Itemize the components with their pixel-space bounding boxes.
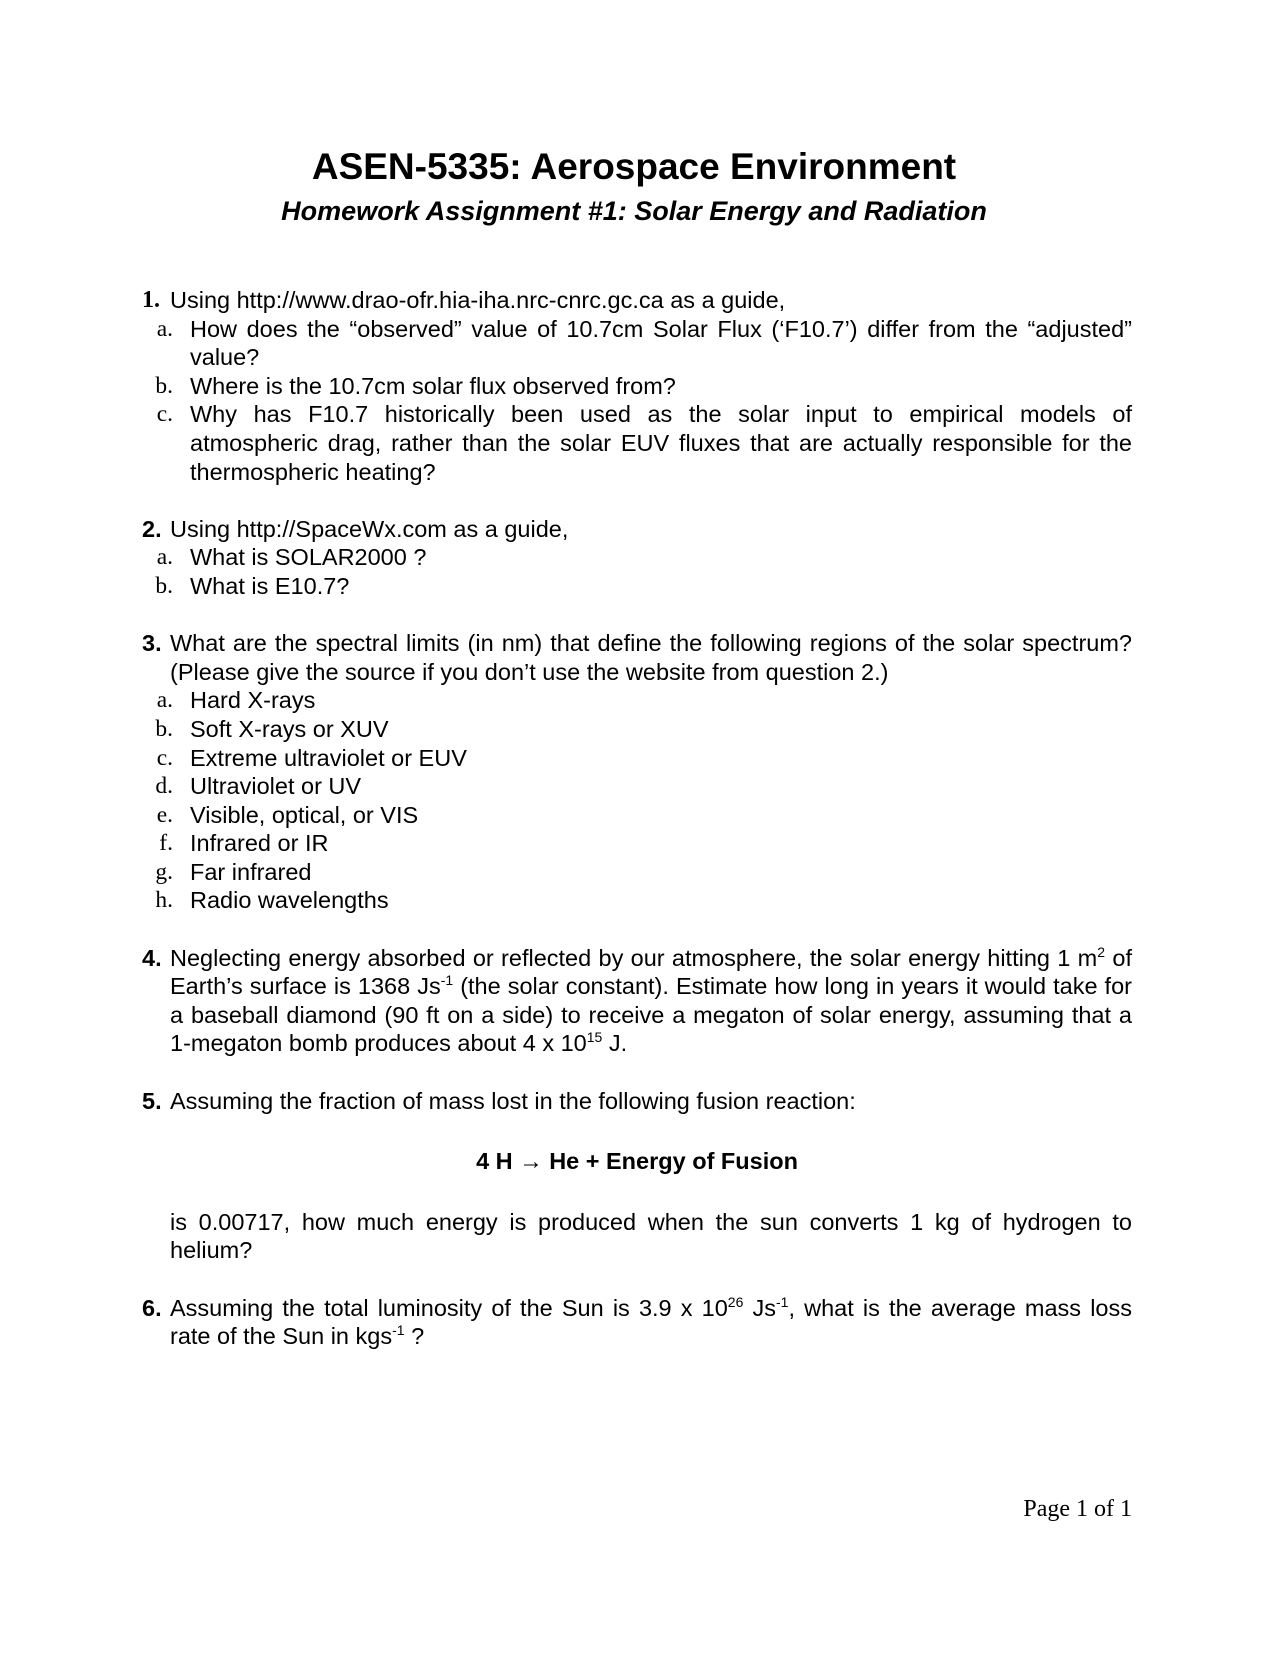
item-text: Extreme ultraviolet or EUV (190, 744, 467, 771)
item-letter: b. (155, 715, 173, 742)
fusion-equation: 4 H → He + Energy of Fusion (476, 1148, 798, 1175)
question-text (170, 1294, 1132, 1351)
list-item (142, 715, 1132, 744)
list-item (142, 315, 1132, 372)
question-number: 1. (142, 287, 160, 313)
item-text: What is E10.7? (190, 572, 350, 599)
question-number: 4. (142, 944, 162, 971)
question-text: Using http://SpaceWx.com as a guide, (170, 515, 569, 542)
question-text: Using http://www.drao-ofr.hia-iha.nrc-cnrc.gc.ca as a guide, (170, 287, 786, 313)
text-segment: Neglecting energy absorbed or reflected by our atmosphere, the solar energy hitting 1 m (170, 944, 1098, 971)
superscript: -1 (440, 972, 454, 989)
item-letter: g. (155, 858, 173, 885)
item-text: What is SOLAR2000 ? (190, 544, 427, 571)
item-letter: a. (156, 544, 173, 571)
question-followup: is 0.00717, how much energy is produced when the sun converts 1 kg of hydrogen to helium? (170, 1208, 1132, 1264)
item-letter: c. (156, 401, 173, 428)
question-number: 6. (142, 1294, 162, 1321)
list-item (142, 858, 1132, 887)
item-letter: h. (155, 887, 173, 914)
item-text: Radio wavelengths (190, 887, 389, 914)
list-item (142, 372, 1132, 401)
item-letter: a. (156, 687, 173, 714)
item-text: Why has F10.7 historically been used as the solar input to empirical models of atmospheric drag, rather than the solar EUV fluxes that are actually responsible for the thermospheric heating? (190, 401, 1132, 485)
question-text: Assuming the fraction of mass lost in the following fusion reaction: (170, 1087, 856, 1114)
text-segment: Js (743, 1294, 777, 1321)
text-segment: J. (602, 1030, 628, 1057)
superscript: 2 (1097, 943, 1106, 960)
list-item (142, 572, 1132, 601)
question-1 (142, 286, 1132, 315)
text-segment: of Earth’s surface is 1368 Js (170, 944, 1132, 1000)
item-text: How does the “observed” value of 10.7cm Solar Flux (‘F10.7’) differ from the “adjusted” value? (190, 315, 1132, 371)
item-letter: e. (156, 801, 173, 828)
question-number: 2. (142, 515, 162, 542)
question-5 (142, 1087, 1132, 1116)
item-letter: b. (155, 372, 173, 399)
item-text: Far infrared (190, 858, 312, 885)
text-segment: (the solar constant). Estimate how long in years it would take for a baseball diamond (90 ft on a side) to receive a megaton of solar energy, assuming that a 1-megaton bomb produces about 4 x 10 (170, 973, 1132, 1057)
question-text (170, 944, 1132, 1058)
page-number: Page 1 of 1 (1023, 1496, 1132, 1522)
superscript: 26 (727, 1293, 744, 1310)
item-letter: d. (155, 773, 173, 800)
list-item (142, 400, 1132, 486)
question-2 (142, 515, 1132, 544)
superscript: -1 (392, 1322, 405, 1339)
item-text: Ultraviolet or UV (190, 773, 362, 800)
superscript: 15 (586, 1029, 603, 1046)
item-letter: a. (156, 315, 173, 342)
question-text: What are the spectral limits (in nm) that define the following regions of the solar spectrum? (Please give the source if you don’t use the website from question 2.) (170, 630, 1132, 685)
item-letter: f. (159, 830, 173, 857)
list-item (142, 744, 1132, 773)
text-segment: ? (404, 1323, 425, 1350)
document-title: ASEN-5335: Aerospace Environment (311, 146, 957, 187)
item-text: Hard X-rays (190, 687, 316, 714)
list-item (142, 801, 1132, 830)
question-3 (142, 629, 1132, 686)
text-segment: Assuming the total luminosity of the Sun is 3.9 x 10 (170, 1294, 728, 1321)
superscript: -1 (776, 1293, 789, 1310)
list-item (142, 886, 1132, 915)
item-text: Soft X-rays or XUV (190, 715, 389, 742)
list-item (142, 686, 1132, 715)
question-number: 3. (142, 630, 162, 657)
item-letter: c. (156, 744, 173, 771)
item-text: Visible, optical, or VIS (190, 801, 419, 828)
questions (142, 286, 1132, 1351)
list-item (142, 543, 1132, 572)
list-item (142, 829, 1132, 858)
item-text: Infrared or IR (190, 830, 329, 857)
item-text: Where is the 10.7cm solar flux observed from? (190, 372, 676, 399)
document-subtitle: Homework Assignment #1: Solar Energy and Radiation (281, 196, 987, 226)
text-segment: , what is the average mass loss rate of the Sun in kgs (170, 1294, 1132, 1350)
question-number: 5. (142, 1087, 162, 1114)
item-letter: b. (155, 572, 173, 599)
list-item (142, 772, 1132, 801)
question-6 (142, 1294, 1132, 1351)
question-4 (142, 944, 1132, 1058)
